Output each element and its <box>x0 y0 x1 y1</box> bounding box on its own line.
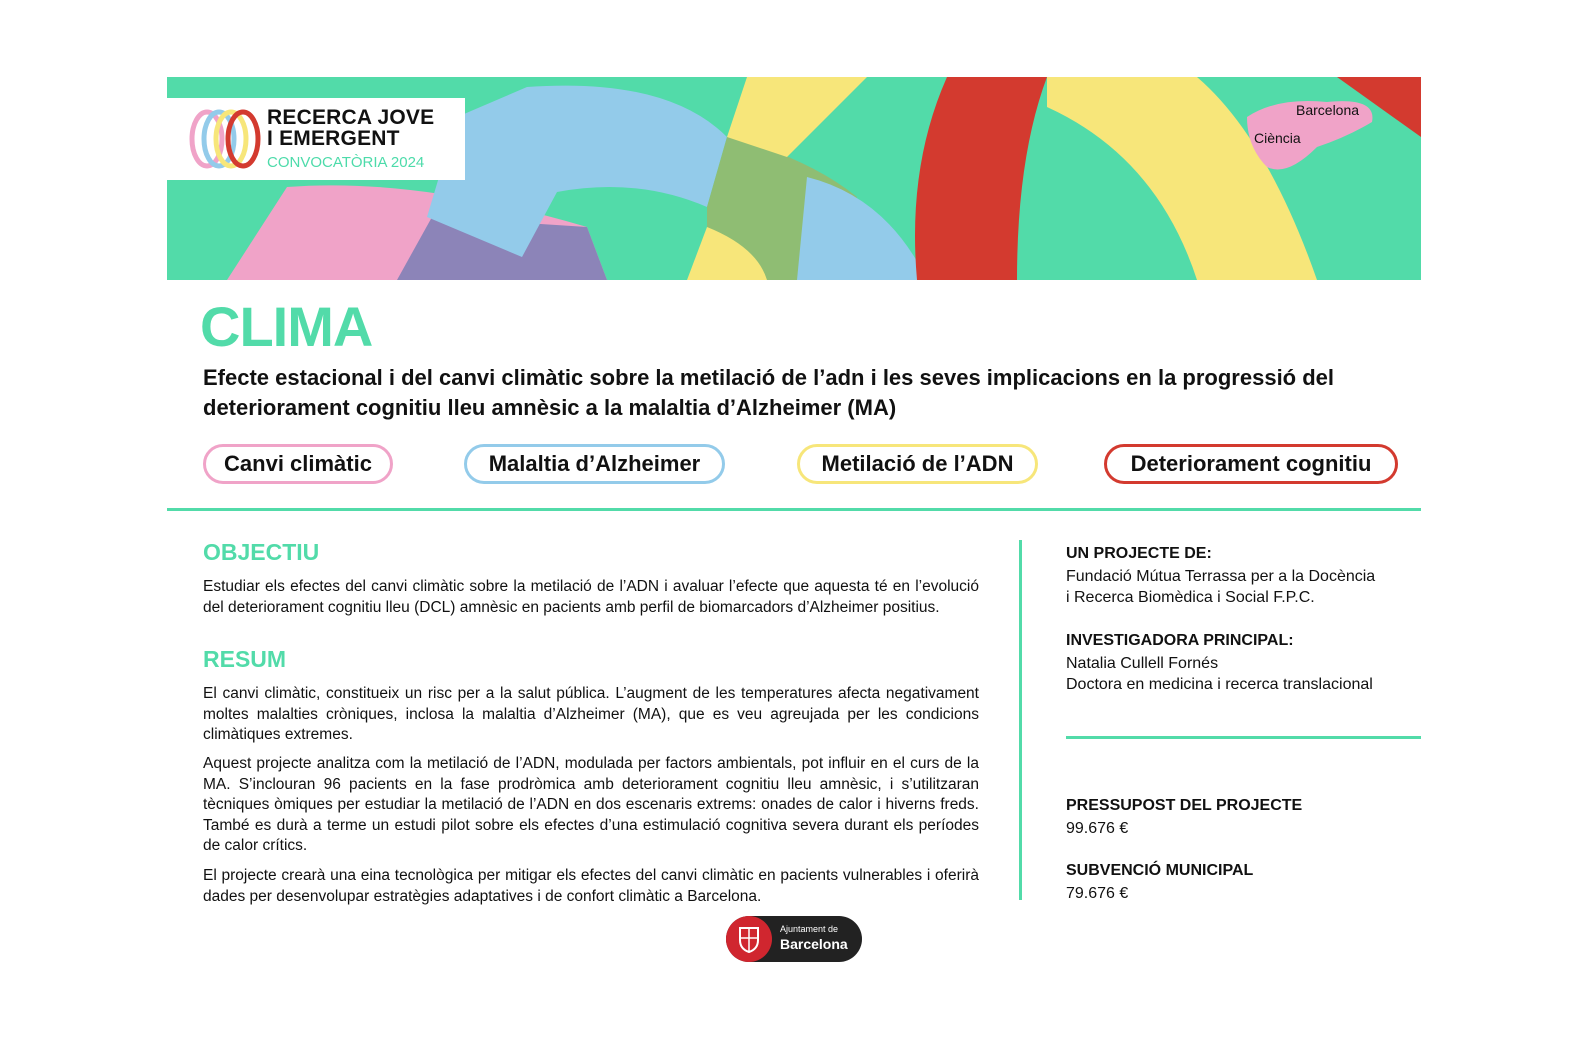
keyword-pill-metilacio: Metilació de l’ADN <box>797 444 1038 484</box>
investigator-label: INVESTIGADORA PRINCIPAL: <box>1066 632 1294 649</box>
logo-title-line2: I EMERGENT <box>267 127 400 150</box>
project-by-line-2: i Recerca Biomèdica i Social F.P.C. <box>1066 589 1315 606</box>
section-divider <box>167 508 1421 511</box>
project-by-label: UN PROJECTE DE: <box>1066 545 1212 562</box>
tag-ciencia: Ciència <box>1254 130 1301 146</box>
resum-paragraph-2: Aquest projecte analitza com la metilació de l’ADN, modulada per factors ambientals, pot influir en el curs de la MA. S’inclouran 96 pacients en la fase prodròmica amb deteriorament cognitiu lleu amnèsic, i s’utilitzaran tècniques òmiques per estudiar la metilació de l’ADN en dos escenaris extrems: onades de calor i hiverns freds. També es durà a terme un estudi pilot sobre els efectes d’una estimulació cognitiva severa durant els períodes de calor crítics. <box>203 755 979 854</box>
keyword-pill-alzheimer: Malaltia d’Alzheimer <box>464 444 725 484</box>
resum-paragraph-3: El projecte crearà una eina tecnològica per mitigar els efectes del canvi climàtic en pacients vulnerables i oferirà dades per desenvolupar estratègies adaptatives i de confort climàtic a Barcelona. <box>203 867 979 905</box>
keyword-pill-deteriorament: Deteriorament cognitiu <box>1104 444 1398 484</box>
budget-label: PRESSUPOST DEL PROJECTE <box>1066 797 1303 814</box>
column-divider <box>1019 540 1022 900</box>
objectiu-heading: OBJECTIU <box>203 539 320 565</box>
resum-paragraph-1: El canvi climàtic, constitueix un risc per a la salut pública. L’augment de les temperatures afecta negativament moltes malalties cròniques, inclosa la malaltia d’Alzheimer (MA), que es veu agreujada per les condicions climàtiques extremes. <box>203 685 979 743</box>
investigator-name: Natalia Cullell Fornés <box>1066 655 1219 672</box>
ajuntament-logo-line1: Ajuntament de <box>780 924 839 934</box>
city-seal-icon <box>726 916 772 962</box>
subsidy-value: 79.676 € <box>1066 885 1129 902</box>
logo-subtitle: CONVOCATÒRIA 2024 <box>267 154 425 171</box>
logo-title-line1: RECERCA JOVE <box>267 106 435 129</box>
project-by-line-1: Fundació Mútua Terrassa per a la Docència <box>1066 568 1376 585</box>
program-logo <box>167 98 465 180</box>
budget-value: 99.676 € <box>1066 820 1129 837</box>
ajuntament-logo-line2: Barcelona <box>780 936 848 952</box>
subsidy-label: SUBVENCIÓ MUNICIPAL <box>1066 862 1254 879</box>
investigator-title: Doctora en medicina i recerca translacional <box>1066 676 1373 693</box>
page-title: CLIMA <box>200 295 373 358</box>
objectiu-text: Estudiar els efectes del canvi climàtic sobre la metilació de l’ADN i avaluar l’efecte que aquesta té en l’evolució del deteriorament cognitiu lleu (DCL) amnèsic en pacients amb perfil de biomarcadors d’Alzheimer positius. <box>203 578 979 616</box>
keyword-pill-canvi-climatic: Canvi climàtic <box>203 444 393 484</box>
tag-barcelona: Barcelona <box>1296 102 1360 118</box>
sidebar-divider <box>1066 736 1421 739</box>
ajuntament-logo <box>726 916 862 962</box>
resum-heading: RESUM <box>203 646 287 672</box>
rings-logo-icon <box>187 104 265 174</box>
project-title: Efecte estacional i del canvi climàtic sobre la metilació de l’adn i les seves implicacions en la progressió del deteriorament cognitiu lleu amnèsic a la malaltia d’Alzheimer (MA) <box>203 365 1335 420</box>
